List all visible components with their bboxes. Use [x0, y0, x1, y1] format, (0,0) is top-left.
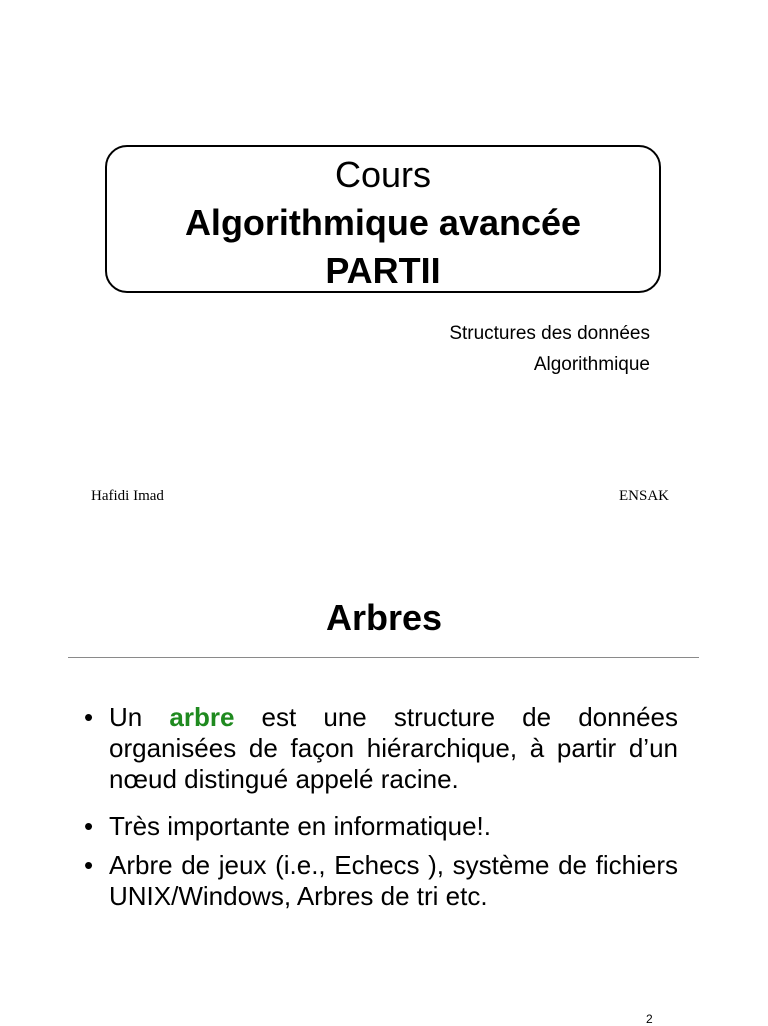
bullet-marker: •	[84, 702, 94, 732]
course-title-box	[105, 145, 661, 293]
bullet-item-importance: Très importante en informatique!.	[109, 811, 491, 841]
course-part: PARTII	[325, 250, 441, 291]
course-title: Algorithmique avancée	[184, 202, 582, 243]
course-label: Cours	[334, 154, 432, 195]
bullet-prefix: Un	[109, 702, 170, 732]
section-title: Arbres	[325, 597, 443, 638]
bullet-marker: •	[84, 850, 94, 880]
school-name: ENSAK	[618, 488, 669, 504]
subtitle-algorithmique: Algorithmique	[533, 354, 650, 375]
bullet-item-definition	[109, 702, 678, 795]
subtitle-structures: Structures des données	[449, 323, 650, 344]
keyword-arbre: arbre	[169, 702, 235, 732]
bullet-item-examples: Arbre de jeux (i.e., Echecs ), système de fichiers UNIX/Windows, Arbres de tri etc.	[109, 850, 678, 911]
section-divider	[68, 657, 699, 658]
bullet-marker: •	[84, 811, 94, 841]
bullet-suffix: est une structure de données organisées de façon hiérarchique, à partir d’un nœud distingué appelé racine.	[109, 702, 678, 794]
author-name: Hafidi Imad	[91, 488, 164, 504]
page-number: 2	[646, 1012, 653, 1026]
